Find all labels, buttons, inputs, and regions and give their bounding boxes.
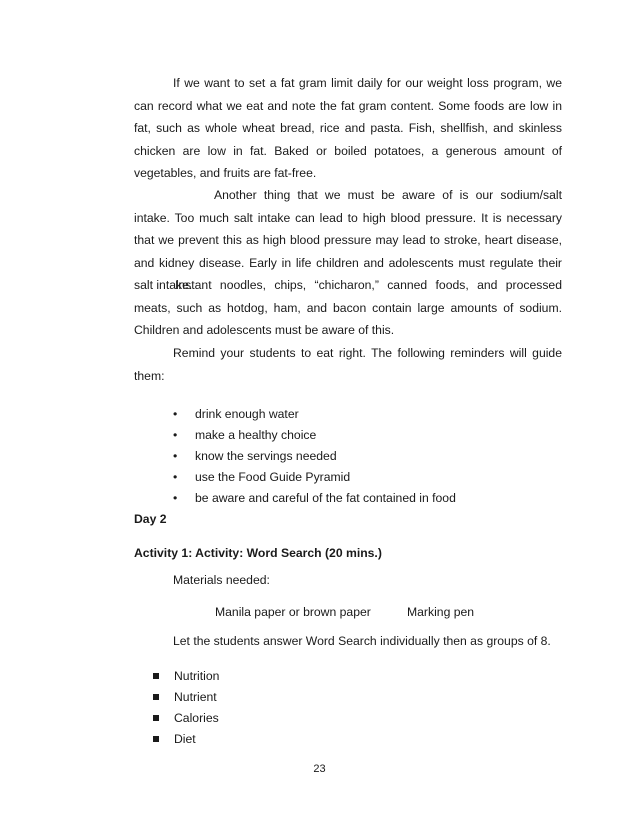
list-item bbox=[173, 404, 456, 425]
word-text: Calories bbox=[174, 711, 219, 725]
bullet-icon: • bbox=[173, 428, 178, 442]
material-item: Manila paper or brown paper bbox=[215, 605, 371, 619]
reminder-text: drink enough water bbox=[195, 407, 299, 421]
bullet-icon: • bbox=[173, 491, 178, 505]
list-item bbox=[153, 687, 219, 708]
square-bullet-icon bbox=[153, 736, 159, 742]
square-bullet-icon bbox=[153, 673, 159, 679]
word-text: Nutrition bbox=[174, 669, 220, 683]
instruction-text: Let the students answer Word Search individually then as groups of 8. bbox=[173, 634, 551, 648]
word-list bbox=[153, 666, 219, 750]
list-item bbox=[173, 488, 456, 509]
word-text: Nutrient bbox=[174, 690, 217, 704]
square-bullet-icon bbox=[153, 715, 159, 721]
paragraph-reminders-intro: Remind your students to eat right. The following reminders will guide them: bbox=[134, 346, 562, 383]
material-item: Marking pen bbox=[407, 605, 475, 619]
bullet-icon: • bbox=[173, 407, 178, 421]
reminder-text: be aware and careful of the fat contained in food bbox=[195, 491, 456, 505]
list-item bbox=[173, 425, 456, 446]
page-number: 23 bbox=[313, 763, 326, 775]
reminder-text: know the servings needed bbox=[195, 449, 337, 463]
day-heading: Day 2 bbox=[134, 512, 167, 526]
list-item bbox=[153, 729, 219, 750]
bullet-icon: • bbox=[173, 449, 178, 463]
paragraph-fat-gram: If we want to set a fat gram limit daily for our weight loss program, we can record what we eat and note the fat gram content. Some foods are low in fat, such as whole wheat bread, rice and pasta. Fish, shellfish, and skinless chicken are low in fat. Baked or boiled potatoes, a generous amount of vegetables, and fruits are fat-free. bbox=[134, 76, 562, 181]
list-item bbox=[153, 666, 219, 687]
list-item bbox=[153, 708, 219, 729]
materials-label: Materials needed: bbox=[173, 573, 270, 587]
list-item bbox=[173, 446, 456, 467]
paragraph-sodium: Another thing that we must be aware of is our sodium/salt intake. Too much salt intake can lead to high blood pressure. It is necessary that we prevent this as high blood pressure may lead to stroke, heart disease, and kidney disease. Early in life children and adolescents must regulate their salt intake. bbox=[134, 188, 562, 293]
reminders-list bbox=[173, 404, 456, 509]
square-bullet-icon bbox=[153, 694, 159, 700]
bullet-icon: • bbox=[173, 470, 178, 484]
word-text: Diet bbox=[174, 732, 196, 746]
list-item bbox=[173, 467, 456, 488]
reminder-text: use the Food Guide Pyramid bbox=[195, 470, 351, 484]
paragraph-processed-foods: Instant noodles, chips, “chicharon,” canned foods, and processed meats, such as hotdog, ham, and bacon contain large amounts of sodium. Children and adolescents must be aware of this. bbox=[134, 278, 562, 338]
activity-heading: Activity 1: Activity: Word Search (20 mins.) bbox=[134, 546, 382, 560]
reminder-text: make a healthy choice bbox=[195, 428, 317, 442]
